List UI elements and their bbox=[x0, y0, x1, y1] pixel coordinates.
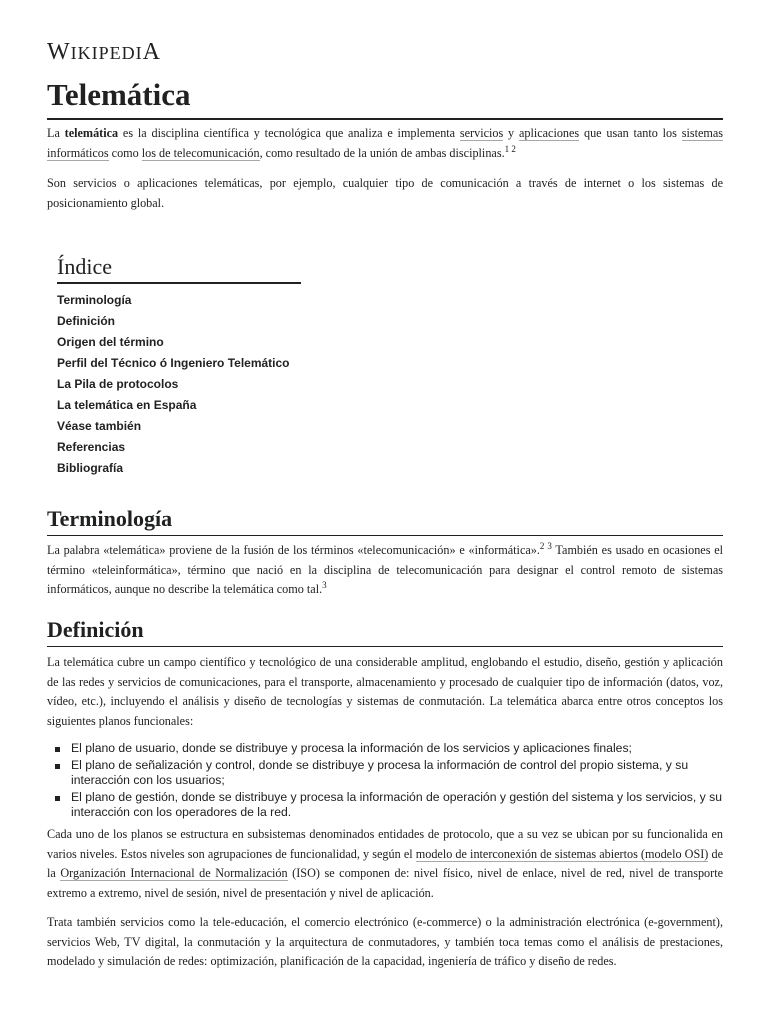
toc-item-vease[interactable]: Véase también bbox=[57, 419, 142, 433]
text: La bbox=[47, 126, 65, 140]
section-heading-terminologia: Terminología bbox=[47, 505, 723, 536]
link-telecomunicacion[interactable]: los de telecomunicación bbox=[141, 145, 260, 160]
paragraph: Trata también servicios como la tele-educación, el comercio electrónico (e-commerce) o la administración electrónica (e-government), servicios Web, TV digital, la conmutación y la arquitectura de conmutadores, y también toca temas como el análisis de prestaciones, modelado y simulación de redes: optimización, planificación de la capacidad, ingeniería de tráfico y diseño de redes. bbox=[47, 915, 723, 968]
paragraph: La telemática cubre un campo científico y tecnológico de una considerable amplitud, englobando el estudio, diseño, gestión y aplicación de las redes y servicios de comunicaciones, para el transporte, almacenamiento y procesado de cualquier tipo de información (datos, voz, vídeo, etc.), incluyendo el análisis y diseño de tecnologías y sistemas de conmutación. La telemática abarca entre otros conceptos los siguientes planos funcionales: bbox=[47, 655, 723, 728]
text: como bbox=[108, 145, 142, 160]
text: Cada uno de los planos se estructura en subsistemas denominados entidades de protocolo, que a su vez se ubican por su funcionalida en varios niveles. Estos niveles son agrupaciones de funcionalidad, y según el bbox=[47, 827, 723, 861]
page-title: Telemática bbox=[47, 76, 723, 120]
table-of-contents bbox=[57, 253, 301, 479]
toc-item-definicion[interactable]: Definición bbox=[57, 314, 116, 328]
toc-item-espana[interactable]: La telemática en España bbox=[57, 398, 197, 412]
toc-item-pila[interactable]: La Pila de protocolos bbox=[57, 377, 179, 391]
logo-letter-a: A bbox=[142, 39, 161, 65]
text: También es usado en ocasiones el término «teleinformática», término que nació en la disciplina de telecomunicación para designar el control remoto de sistemas informáticos, aunque no describe la telemática como tal. bbox=[47, 543, 723, 596]
section-heading-definicion: Definición bbox=[47, 616, 723, 647]
list-item: El plano de señalización y control, donde se distribuye y procesa la información de control del propio sistema, y su interacción con los usuarios; bbox=[71, 758, 747, 789]
logo-letter-w: W bbox=[47, 39, 71, 65]
list-item: El plano de gestión, donde se distribuye y procesa la información de operación y gestión del sistema y los servicios, y su interacción con los operadores de la red. bbox=[71, 790, 747, 821]
toc-heading: Índice bbox=[57, 253, 301, 284]
toc-item-terminologia[interactable]: Terminología bbox=[57, 293, 132, 307]
toc-item-referencias[interactable]: Referencias bbox=[57, 440, 126, 454]
text: (ISO) se componen de: nivel físico, nivel de enlace, nivel de red, nivel de transporte extremo a extremo, nivel de sesión, nivel de presentación y nivel de aplicación. bbox=[47, 866, 723, 900]
toc-item-origen[interactable]: Origen del término bbox=[57, 335, 164, 349]
link-iso[interactable]: Organización Internacional de Normalización bbox=[60, 866, 288, 880]
link-sistemas-informaticos[interactable]: sistemas informáticos bbox=[47, 126, 724, 160]
toc-item-perfil[interactable]: Perfil del Técnico ó Ingeniero Telemático bbox=[57, 356, 290, 370]
wikipedia-logo[interactable] bbox=[47, 39, 161, 66]
reference-sup[interactable]: 2 3 bbox=[539, 540, 552, 551]
text: y bbox=[503, 126, 519, 140]
link-aplicaciones[interactable]: aplicaciones bbox=[518, 126, 580, 140]
reference-sup[interactable]: 1 2 bbox=[504, 143, 516, 154]
list-item: El plano de usuario, donde se distribuye y procesa la información de los servicios y aplicaciones finales; bbox=[71, 741, 747, 757]
text: La palabra «telemática» proviene de la fusión de los términos «telecomunicación» e «informática». bbox=[47, 543, 540, 557]
terminologia-paragraph bbox=[47, 541, 723, 600]
toc-item-bibliografia[interactable]: Bibliografía bbox=[57, 461, 124, 475]
link-servicios[interactable]: servicios bbox=[459, 126, 504, 140]
text: de la bbox=[47, 846, 724, 880]
text: que usan tanto los bbox=[579, 126, 682, 140]
text: es la disciplina científica y tecnológica que analiza e implementa bbox=[118, 126, 460, 140]
intro-paragraph bbox=[47, 124, 723, 163]
logo-letters: IKIPEDI bbox=[70, 43, 143, 63]
bold-term: telemática bbox=[64, 126, 119, 140]
reference-sup[interactable]: 3 bbox=[322, 579, 327, 590]
link-modelo-osi[interactable]: modelo de interconexión de sistemas abiertos (modelo OSI) bbox=[415, 846, 709, 861]
text: , como resultado de la unión de ambas disciplinas. bbox=[259, 145, 505, 160]
paragraph bbox=[47, 825, 723, 903]
planes-list bbox=[47, 741, 747, 822]
toc-list bbox=[57, 290, 301, 479]
paragraph: Son servicios o aplicaciones telemáticas, por ejemplo, cualquier tipo de comunicación a través de internet o los sistemas de posicionamiento global. bbox=[47, 176, 723, 210]
